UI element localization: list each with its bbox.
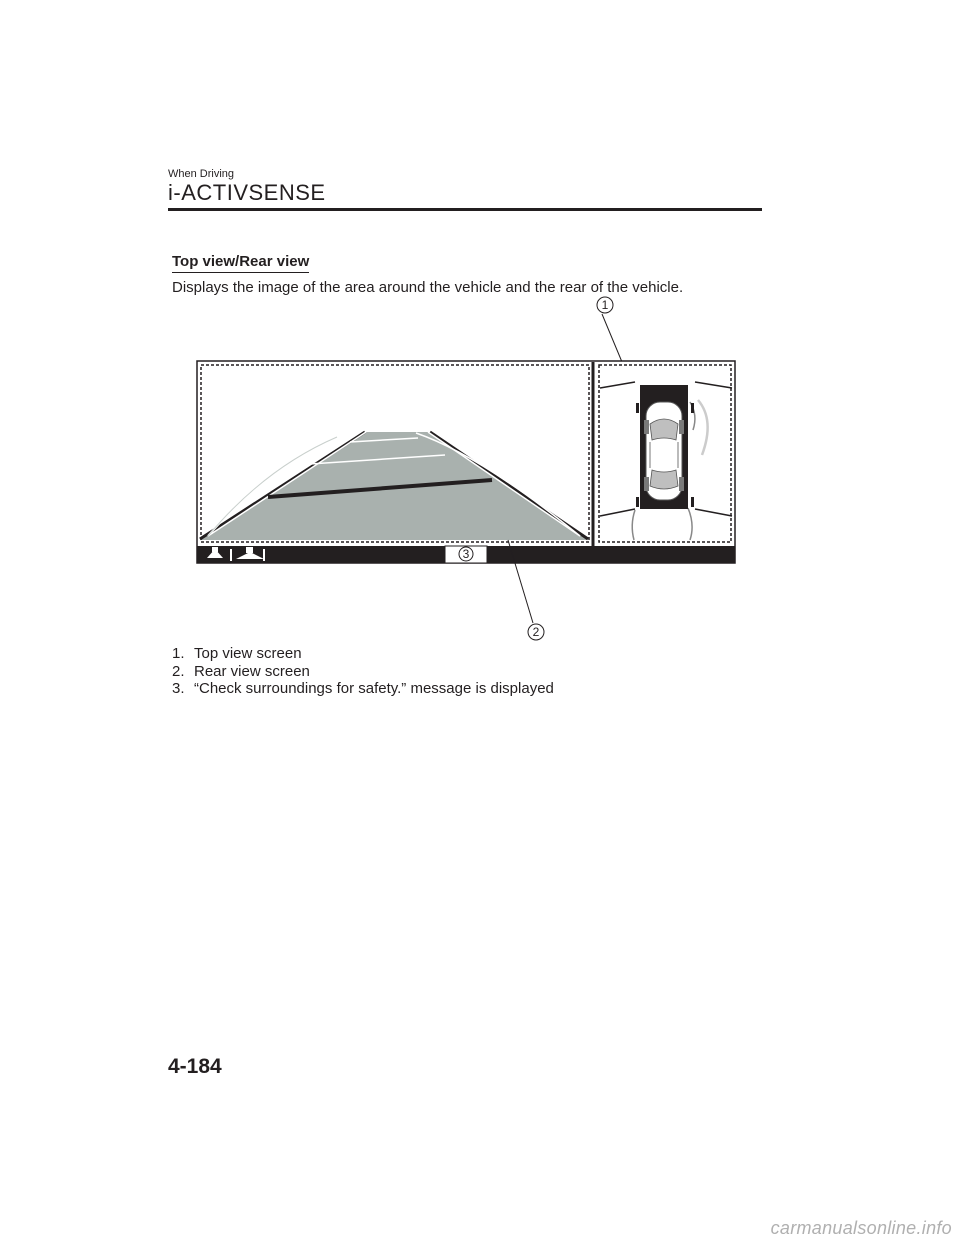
caption-number: 1. <box>172 645 185 662</box>
subheading: Top view/Rear view <box>172 253 309 273</box>
intro-text: Displays the image of the area around the vehicle and the rear of the vehicle. <box>172 279 684 296</box>
header-rule <box>168 208 762 211</box>
caption-text: Rear view screen <box>194 662 310 680</box>
caption-text: “Check surroundings for safety.” message is displayed <box>194 680 554 697</box>
status-bar <box>197 546 735 563</box>
vehicle-icon <box>644 402 684 500</box>
callout-1-label: 1 <box>601 298 609 312</box>
monitor-figure <box>150 290 770 655</box>
callout-2-label: 2 <box>532 625 540 639</box>
page-number: 4-184 <box>168 1055 222 1078</box>
caption-list <box>172 645 554 698</box>
top-view-screen <box>596 362 734 546</box>
caption-item <box>172 680 554 698</box>
header-section: When Driving <box>168 168 235 180</box>
caption-item <box>172 645 554 663</box>
header-chapter: i-ACTIVSENSE <box>168 180 326 205</box>
watermark: carmanualsonline.info <box>770 1218 952 1238</box>
caption-number: 2. <box>172 662 185 680</box>
svg-text:3: 3 <box>462 547 470 561</box>
caption-text: Top view screen <box>194 645 302 662</box>
rear-view-screen <box>198 362 592 546</box>
caption-number: 3. <box>172 680 185 697</box>
caption-item <box>172 663 554 681</box>
